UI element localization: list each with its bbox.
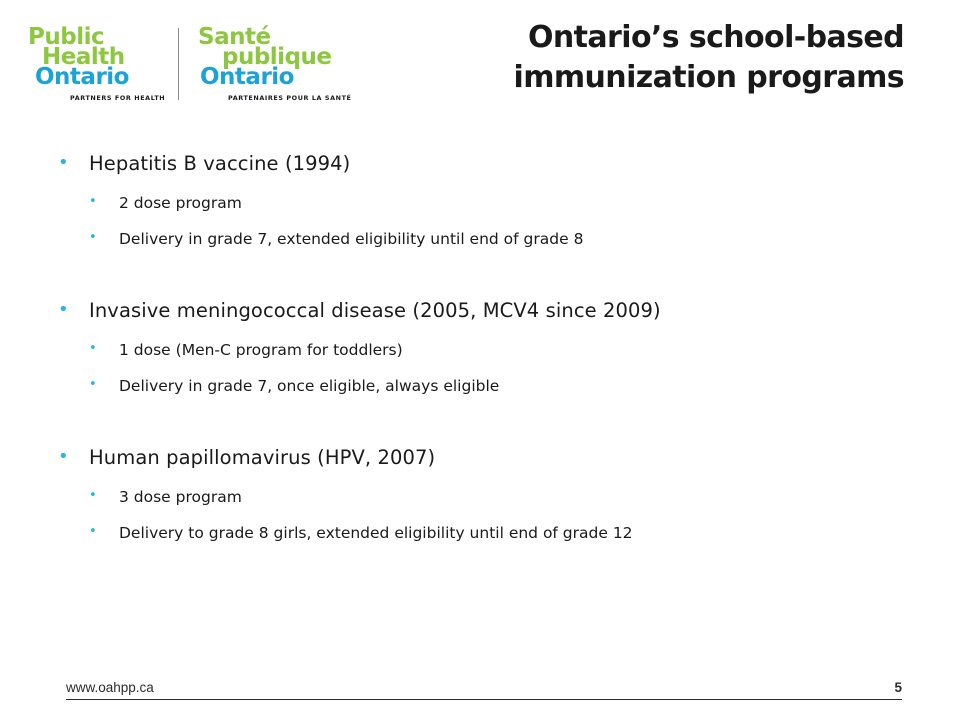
bullet-level-1 <box>58 297 918 325</box>
logo-word-ontario-fr: Ontario <box>200 64 294 90</box>
bullet-heading: Human papillomavirus (HPV, 2007) <box>89 446 436 469</box>
logo-word-publique: publique <box>222 44 332 70</box>
bullet-icon: • <box>89 377 97 392</box>
bullet-text: Delivery in grade 7, extended eligibility until end of grade 8 <box>119 230 584 248</box>
logo-word-sante: Santé <box>198 24 271 50</box>
bullet-icon: • <box>89 524 97 539</box>
footer-divider <box>66 699 902 700</box>
bullet-level-2 <box>58 228 918 250</box>
logo-divider <box>178 28 179 100</box>
bullet-icon: • <box>89 230 97 245</box>
bullet-level-2 <box>58 486 918 508</box>
public-health-ontario-logo <box>28 24 352 106</box>
bullet-text: 3 dose program <box>119 488 242 506</box>
bullet-text: 2 dose program <box>119 194 242 212</box>
footer-url: www.oahpp.ca <box>66 680 154 695</box>
bullet-icon: • <box>89 194 97 209</box>
section-meningococcal <box>58 297 918 397</box>
section-hpv <box>58 444 918 544</box>
bullet-level-1 <box>58 444 918 472</box>
bullet-level-2 <box>58 192 918 214</box>
page-number: 5 <box>894 680 902 695</box>
bullet-heading: Hepatitis B vaccine (1994) <box>89 152 351 175</box>
logo-tagline-en: PARTNERS FOR HEALTH <box>70 94 166 102</box>
logo-tagline-fr: PARTENAIRES POUR LA SANTÉ <box>228 94 352 102</box>
bullet-heading: Invasive meningococcal disease (2005, MCV4 since 2009) <box>89 299 661 322</box>
bullet-level-2 <box>58 339 918 361</box>
logo-word-ontario-en: Ontario <box>35 64 129 90</box>
slide-title <box>434 18 904 98</box>
bullet-icon: • <box>58 446 69 467</box>
bullet-text: Delivery in grade 7, once eligible, always eligible <box>119 377 500 395</box>
bullet-icon: • <box>58 152 69 173</box>
slide-title-line-2: immunization programs <box>513 60 904 95</box>
bullet-level-1 <box>58 150 918 178</box>
bullet-text: 1 dose (Men-C program for toddlers) <box>119 341 403 359</box>
section-hepatitis-b <box>58 150 918 250</box>
bullet-icon: • <box>58 299 69 320</box>
logo-word-health: Health <box>42 44 125 70</box>
slide-title-line-1: Ontario’s school-based <box>528 20 904 55</box>
bullet-text: Delivery to grade 8 girls, extended eligibility until end of grade 12 <box>119 524 633 542</box>
bullet-icon: • <box>89 488 97 503</box>
logo-word-public: Public <box>28 24 105 50</box>
bullet-level-2 <box>58 375 918 397</box>
bullet-level-2 <box>58 522 918 544</box>
bullet-list <box>58 150 918 544</box>
bullet-icon: • <box>89 341 97 356</box>
